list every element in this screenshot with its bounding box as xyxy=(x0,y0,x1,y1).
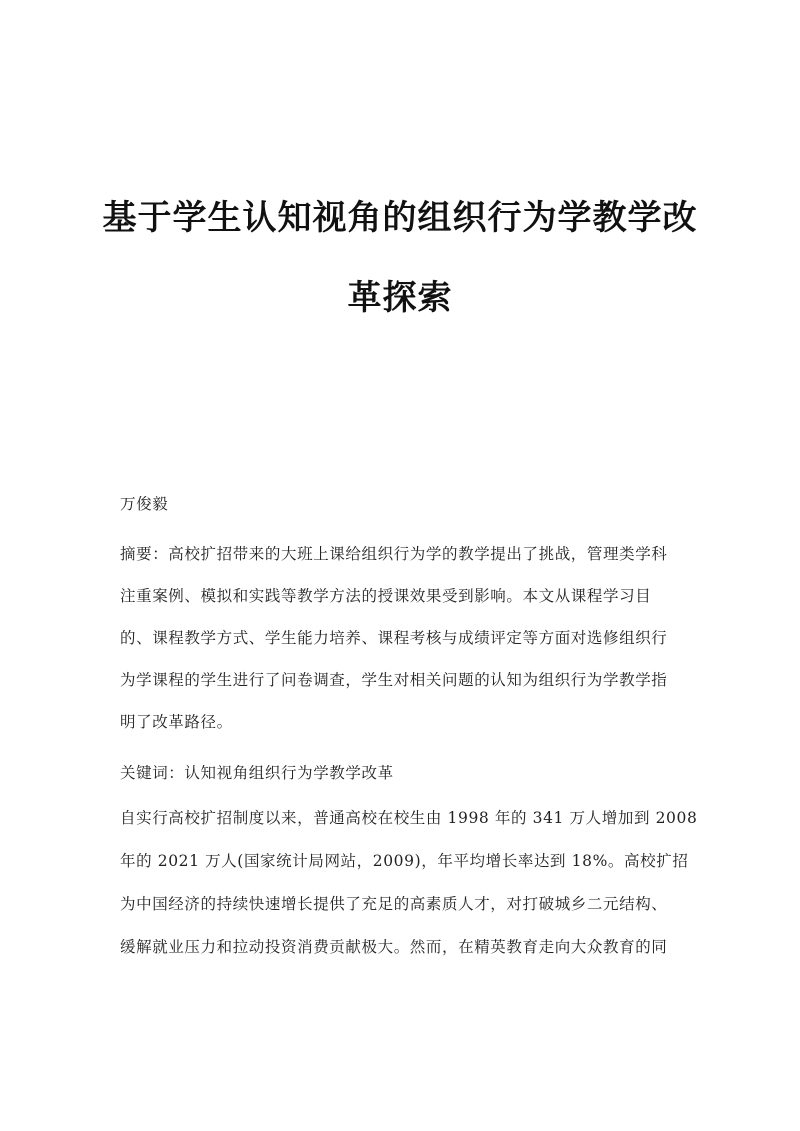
body-line-4: 缓解就业压力和拉动投资消费贡献极大。然而，在精英教育走向大众教育的同 xyxy=(120,938,668,956)
abstract-line-4: 为学课程的学生进行了问卷调查，学生对相关问题的认知为组织行为学教学指 xyxy=(120,671,668,689)
body-line-3: 为中国经济的持续快速增长提供了充足的高素质人才，对打破城乡二元结构、 xyxy=(120,895,668,913)
abstract-line-1: 摘要：高校扩招带来的大班上课给组织行为学的教学提出了挑战，管理类学科 xyxy=(120,545,668,563)
paper-title-line-1: 基于学生认知视角的组织行为学教学改 xyxy=(102,198,698,238)
paper-title-line-2: 革探索 xyxy=(347,278,453,318)
abstract-line-3: 的、课程教学方式、学生能力培养、课程考核与成绩评定等方面对选修组织行 xyxy=(120,629,668,647)
keywords-line: 关键词：认知视角组织行为学教学改革 xyxy=(120,764,394,782)
abstract-line-5: 明了改革路径。 xyxy=(120,713,233,731)
body-line-1: 自实行高校扩招制度以来，普通高校在校生由 1998 年的 341 万人增加到 2008 xyxy=(120,809,698,827)
body-line-2: 年的 2021 万人(国家统计局网站，2009)，年平均增长率达到 18%。高校扩招 xyxy=(120,852,689,870)
abstract-line-2: 注重案例、模拟和实践等教学方法的授课效果受到影响。本文从课程学习目 xyxy=(120,587,652,605)
author-name: 万俊毅 xyxy=(120,495,169,513)
